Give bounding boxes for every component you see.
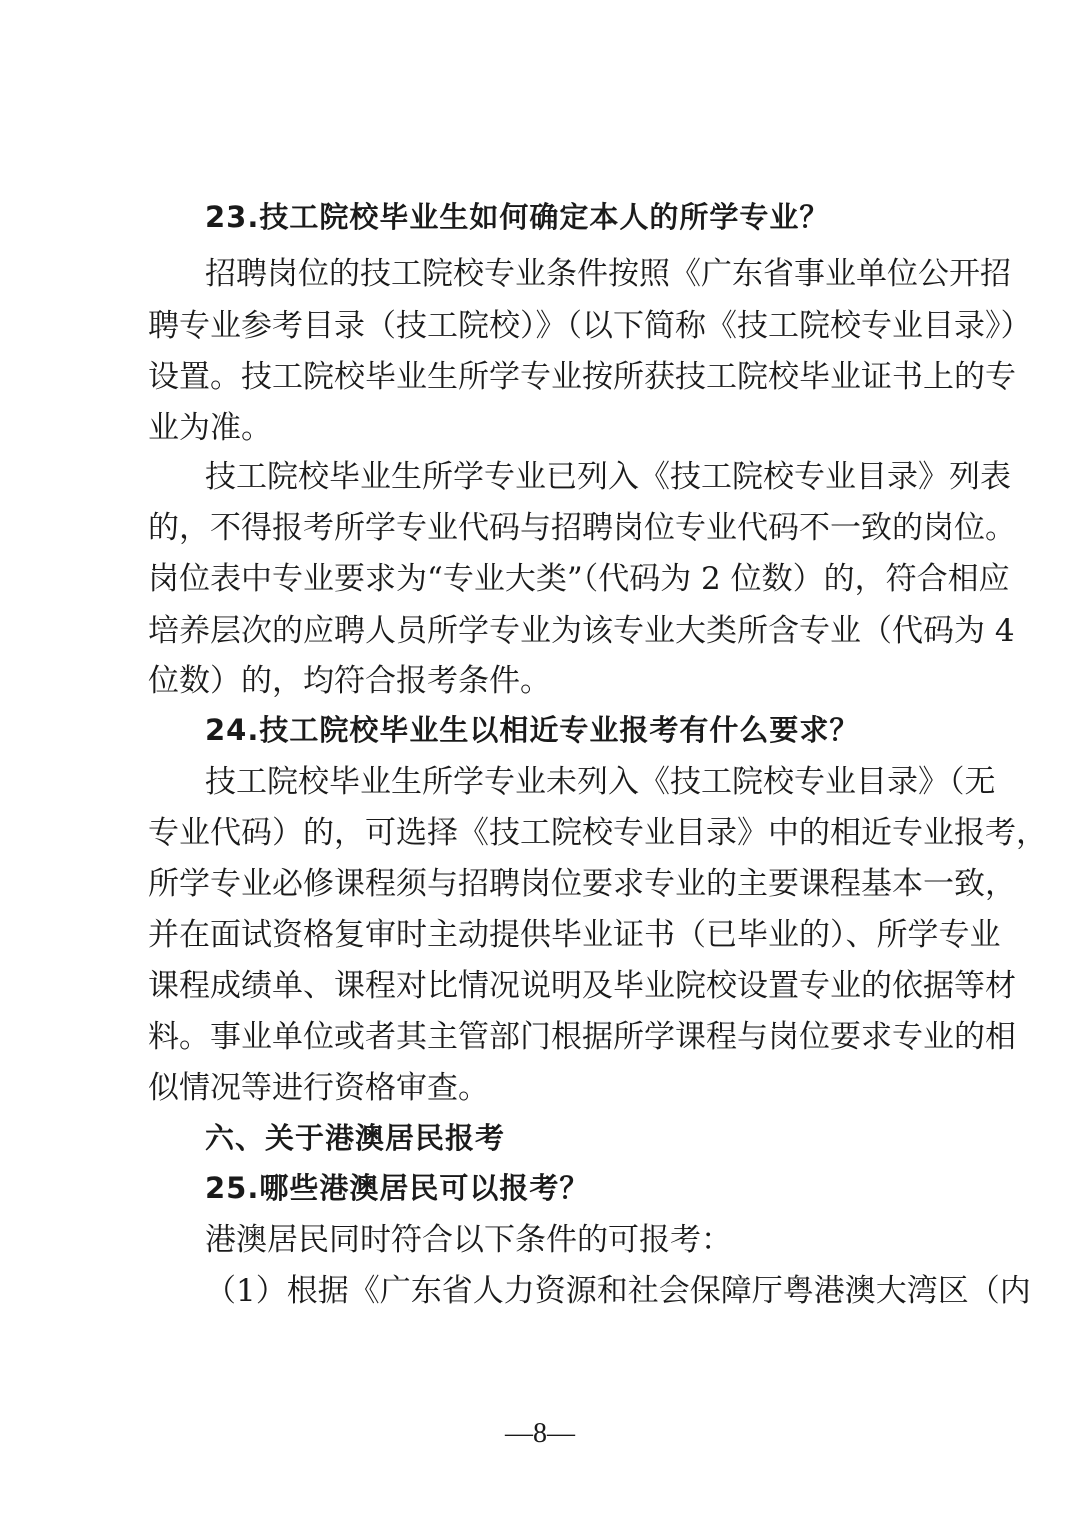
paragraph-line: 专业代码）的，可选择《技工院校专业目录》中的相近专业报考， — [148, 815, 1047, 851]
question-23-title: 23.技工院校毕业生如何确定本人的所学专业？ — [205, 200, 830, 234]
paragraph-line: 聘专业参考目录（技工院校）》（以下简称《技工院校专业目录》） — [148, 308, 1032, 344]
paragraph-line: 岗位表中专业要求为“专业大类”（代码为 2 位数）的，符合相应 — [148, 561, 1010, 597]
paragraph-line: 并在面试资格复审时主动提供毕业证书（已毕业的）、所学专业 — [148, 917, 1001, 953]
page-number: —8— — [505, 1418, 575, 1449]
paragraph-line: 的，不得报考所学专业代码与招聘岗位专业代码不一致的岗位。 — [148, 510, 1016, 546]
paragraph-line: 技工院校毕业生所学专业已列入《技工院校专业目录》列表 — [205, 459, 1011, 495]
paragraph-line: 招聘岗位的技工院校专业条件按照《广东省事业单位公开招 — [205, 256, 1011, 292]
paragraph-line: 所学专业必修课程须与招聘岗位要求专业的主要课程基本一致， — [148, 866, 1016, 902]
paragraph-line: 课程成绩单、课程对比情况说明及毕业院校设置专业的依据等材 — [148, 968, 1016, 1004]
paragraph-line: 设置。技工院校毕业生所学专业按所获技工院校毕业证书上的专 — [148, 359, 1016, 395]
paragraph-line: 位数）的，均符合报考条件。 — [148, 663, 551, 699]
paragraph-line: 培养层次的应聘人员所学专业为该专业大类所含专业（代码为 4 — [148, 613, 1015, 649]
paragraph-line: （1）根据《广东省人力资源和社会保障厅粤港澳大湾区（内 — [205, 1273, 1031, 1309]
paragraph-line: 港澳居民同时符合以下条件的可报考： — [205, 1222, 732, 1258]
paragraph-line: 技工院校毕业生所学专业未列入《技工院校专业目录》（无 — [205, 764, 996, 800]
paragraph-line: 料。事业单位或者其主管部门根据所学课程与岗位要求专业的相 — [148, 1019, 1016, 1055]
question-24-title: 24.技工院校毕业生以相近专业报考有什么要求？ — [205, 713, 860, 747]
section-6-title: 六、关于港澳居民报考 — [205, 1121, 506, 1155]
question-25-title: 25.哪些港澳居民可以报考？ — [205, 1171, 590, 1205]
paragraph-line: 业为准。 — [148, 410, 272, 446]
paragraph-line: 似情况等进行资格审查。 — [148, 1070, 489, 1106]
